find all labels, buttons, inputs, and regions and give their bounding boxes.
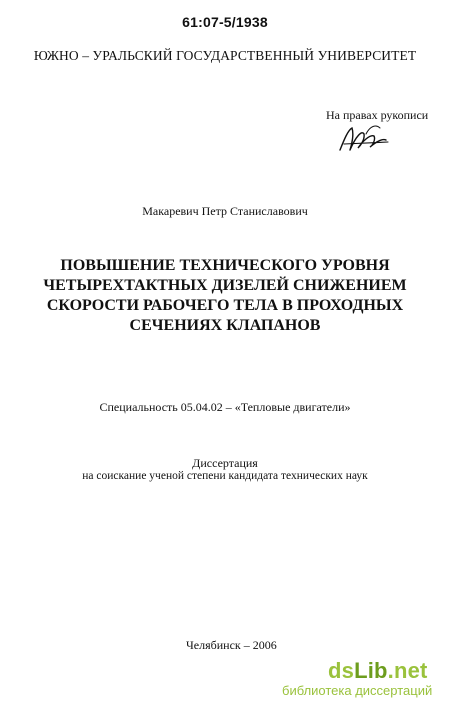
watermark-brand-middle: Lib (354, 658, 388, 683)
watermark-logo (328, 658, 428, 684)
author-name: Макаревич Петр Станиславович (142, 204, 308, 218)
title-line: ЧЕТЫРЕХТАКТНЫХ ДИЗЕЛЕЙ СНИЖЕНИЕМ (43, 277, 407, 294)
work-type: Диссертация (192, 456, 258, 470)
title-line: ПОВЫШЕНИЕ ТЕХНИЧЕСКОГО УРОВНЯ (60, 257, 390, 274)
watermark-brand-prefix: ds (328, 658, 355, 683)
degree-line: на соискание ученой степени кандидата технических наук (82, 470, 368, 482)
dissertation-title (30, 256, 420, 336)
title-line: СКОРОСТИ РАБОЧЕГО ТЕЛА В ПРОХОДНЫХ (46, 297, 404, 314)
title-line: СЕЧЕНИЯХ КЛАПАНОВ (129, 317, 321, 334)
watermark-tagline: библиотека диссертаций (282, 683, 433, 698)
place-year: Челябинск – 2006 (186, 638, 277, 652)
manuscript-rights-note: На правах рукописи (326, 108, 429, 122)
watermark-brand-suffix: .net (387, 658, 428, 683)
archive-code: 61:07-5/1938 (182, 14, 268, 30)
specialty-line: Специальность 05.04.02 – «Тепловые двигатели» (99, 400, 351, 414)
signature-icon (336, 120, 396, 158)
university-name: ЮЖНО – УРАЛЬСКИЙ ГОСУДАРСТВЕННЫЙ УНИВЕРСИТЕТ (33, 48, 417, 63)
